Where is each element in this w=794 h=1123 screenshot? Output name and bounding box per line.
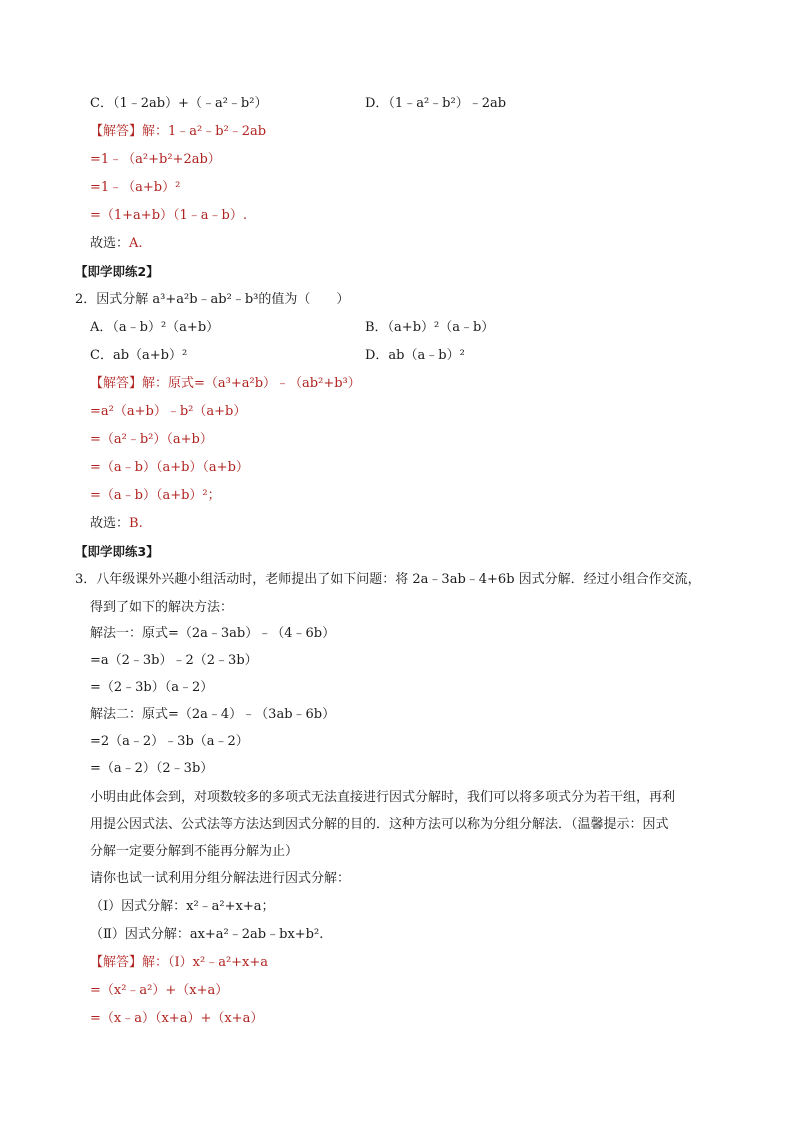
q3-answer-line-3: =（x﹣a）（x+a）+（x+a）	[90, 1011, 264, 1026]
q2-option-a: A．（a﹣b）²（a+b）	[90, 320, 220, 335]
q2-option-c: C．ab（a+b）²	[90, 348, 188, 363]
answer-tag: 【解答】	[90, 955, 143, 970]
answer-text: 解：1﹣a²﹣b²﹣2ab	[142, 124, 267, 139]
q3-part-i: （Ⅰ）因式分解：x²﹣a²+x+a；	[90, 899, 275, 914]
q2-answer-line-5: =（a﹣b）（a+b）²；	[90, 488, 221, 503]
q2-answer-line-3: =（a²﹣b²）（a+b）	[90, 432, 213, 447]
q1-answer-line-1	[90, 123, 266, 141]
q2-stem: 2．因式分解 a³+a²b﹣ab²﹣b³的值为（ ）	[75, 292, 350, 307]
answer-tag: 【解答】	[90, 376, 143, 391]
q3-stem-line-2: 得到了如下的解决方法：	[90, 600, 234, 615]
q3-answer-line-2: =（x²﹣a²）+（x+a）	[90, 983, 229, 998]
q1-option-d: D．（1﹣a²﹣b²）﹣2ab	[365, 96, 507, 111]
q2-answer-line-2: =a²（a+b）﹣b²（a+b）	[90, 404, 247, 419]
answer-text: 解：（Ⅰ）x²﹣a²+x+a	[142, 955, 269, 970]
q2-option-d: D．ab（a﹣b）²	[365, 348, 465, 363]
q1-answer-line-3: =1﹣（a+b）²	[90, 180, 181, 195]
q3-method2-line-3: =（a﹣2）（2﹣3b）	[90, 761, 214, 776]
q3-method1-line-2: =a（2﹣3b）﹣2（2﹣3b）	[90, 653, 258, 668]
q3-stem-line-1: 3．八年级课外兴趣小组活动时，老师提出了如下问题：将 2a﹣3ab﹣4+6b 因式分解．经过小组合作交流，	[75, 572, 701, 587]
q3-method1-line-3: =（2﹣3b）（a﹣2）	[90, 680, 214, 695]
section-heading-2: 【即学即练2】	[75, 264, 159, 279]
q2-choose	[90, 515, 143, 533]
q3-method2-line-2: =2（a﹣2）﹣3b（a﹣2）	[90, 734, 249, 749]
answer-tag: 【解答】	[90, 124, 143, 139]
q3-method1-line-1: 解法一：原式=（2a﹣3ab）﹣（4﹣6b）	[90, 626, 336, 641]
q1-answer-line-4: =（1+a+b）（1﹣a﹣b）.	[90, 208, 247, 223]
q3-part-ii: （Ⅱ）因式分解：ax+a²﹣2ab﹣bx+b².	[90, 927, 324, 942]
answer-text: 解：原式=（a³+a²b）﹣（ab²+b³）	[142, 376, 361, 391]
q2-answer-line-1	[90, 375, 361, 393]
q2-answer-line-4: =（a﹣b）（a+b）（a+b）	[90, 460, 249, 475]
q1-option-c: C．（1﹣2ab）+（﹣a²﹣b²）	[90, 96, 268, 111]
q3-paragraph-line-2: 用提公因式法、公式法等方法达到因式分解的目的．这种方法可以称为分组分解法．（温馨提示：因式	[90, 817, 669, 832]
q3-answer-line-1	[90, 954, 268, 972]
q3-paragraph-line-3: 分解一定要分解到不能再分解为止）	[90, 844, 299, 859]
q2-option-b: B．（a+b）²（a﹣b）	[365, 320, 495, 335]
choose-label: 故选：	[90, 236, 130, 251]
q1-choose	[90, 235, 143, 253]
q3-ask: 请你也试一试利用分组分解法进行因式分解：	[90, 871, 351, 886]
choose-label: 故选：	[90, 516, 130, 531]
q3-method2-line-1: 解法二：原式=（2a﹣4）﹣（3ab﹣6b）	[90, 707, 336, 722]
q3-paragraph-line-1: 小明由此体会到，对项数较多的多项式无法直接进行因式分解时，我们可以将多项式分为若干组，再利	[90, 790, 676, 805]
choose-value: B.	[129, 516, 143, 531]
choose-value: A.	[129, 236, 143, 251]
q1-answer-line-2: =1﹣（a²+b²+2ab）	[90, 152, 221, 167]
section-heading-3: 【即学即练3】	[75, 544, 159, 559]
